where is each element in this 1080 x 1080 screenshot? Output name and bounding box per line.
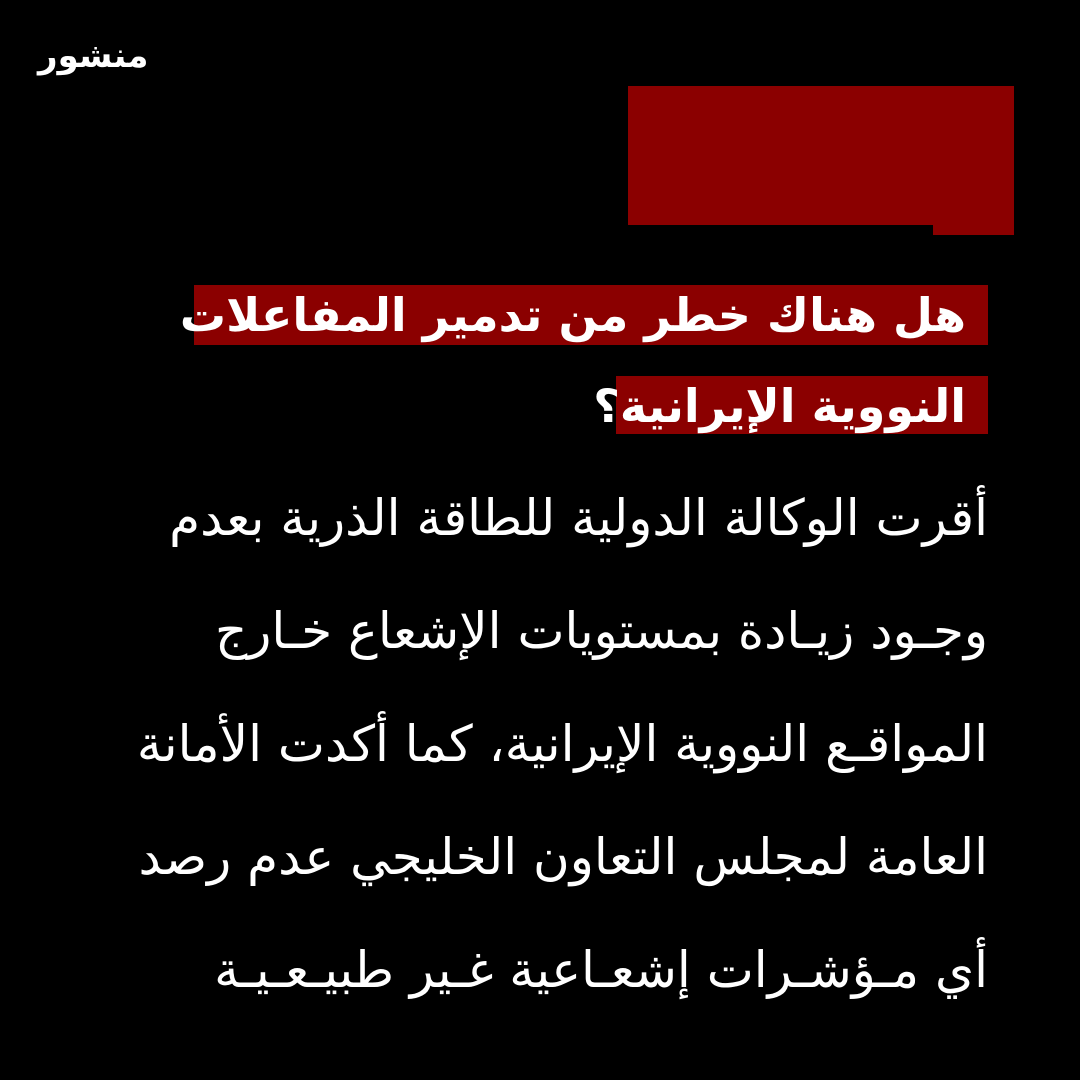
red-accent-block [628, 86, 1014, 225]
headline-line-1: هل هناك خطر من تدمير المفاعلات [194, 285, 988, 345]
brand-logo: منشور [38, 36, 149, 76]
body-paragraph [78, 462, 988, 1027]
red-accent-block-tab [933, 225, 1014, 235]
body-line: العامة لمجلس التعاون الخليجي عدم رصد [138, 828, 988, 886]
body-line: أقرت الوكالة الدولية للطاقة الذرية بعدم [169, 489, 988, 547]
body-line: وجـود زيـادة بمستويات الإشعاع خـارج [214, 602, 988, 660]
headline-line-2: النووية الإيرانية؟ [616, 376, 988, 434]
body-line: أي مـؤشـرات إشعـاعية غـير طبيـعـيـة [214, 941, 988, 999]
body-line: المواقـع النووية الإيرانية، كما أكدت الأمانة [136, 715, 988, 773]
